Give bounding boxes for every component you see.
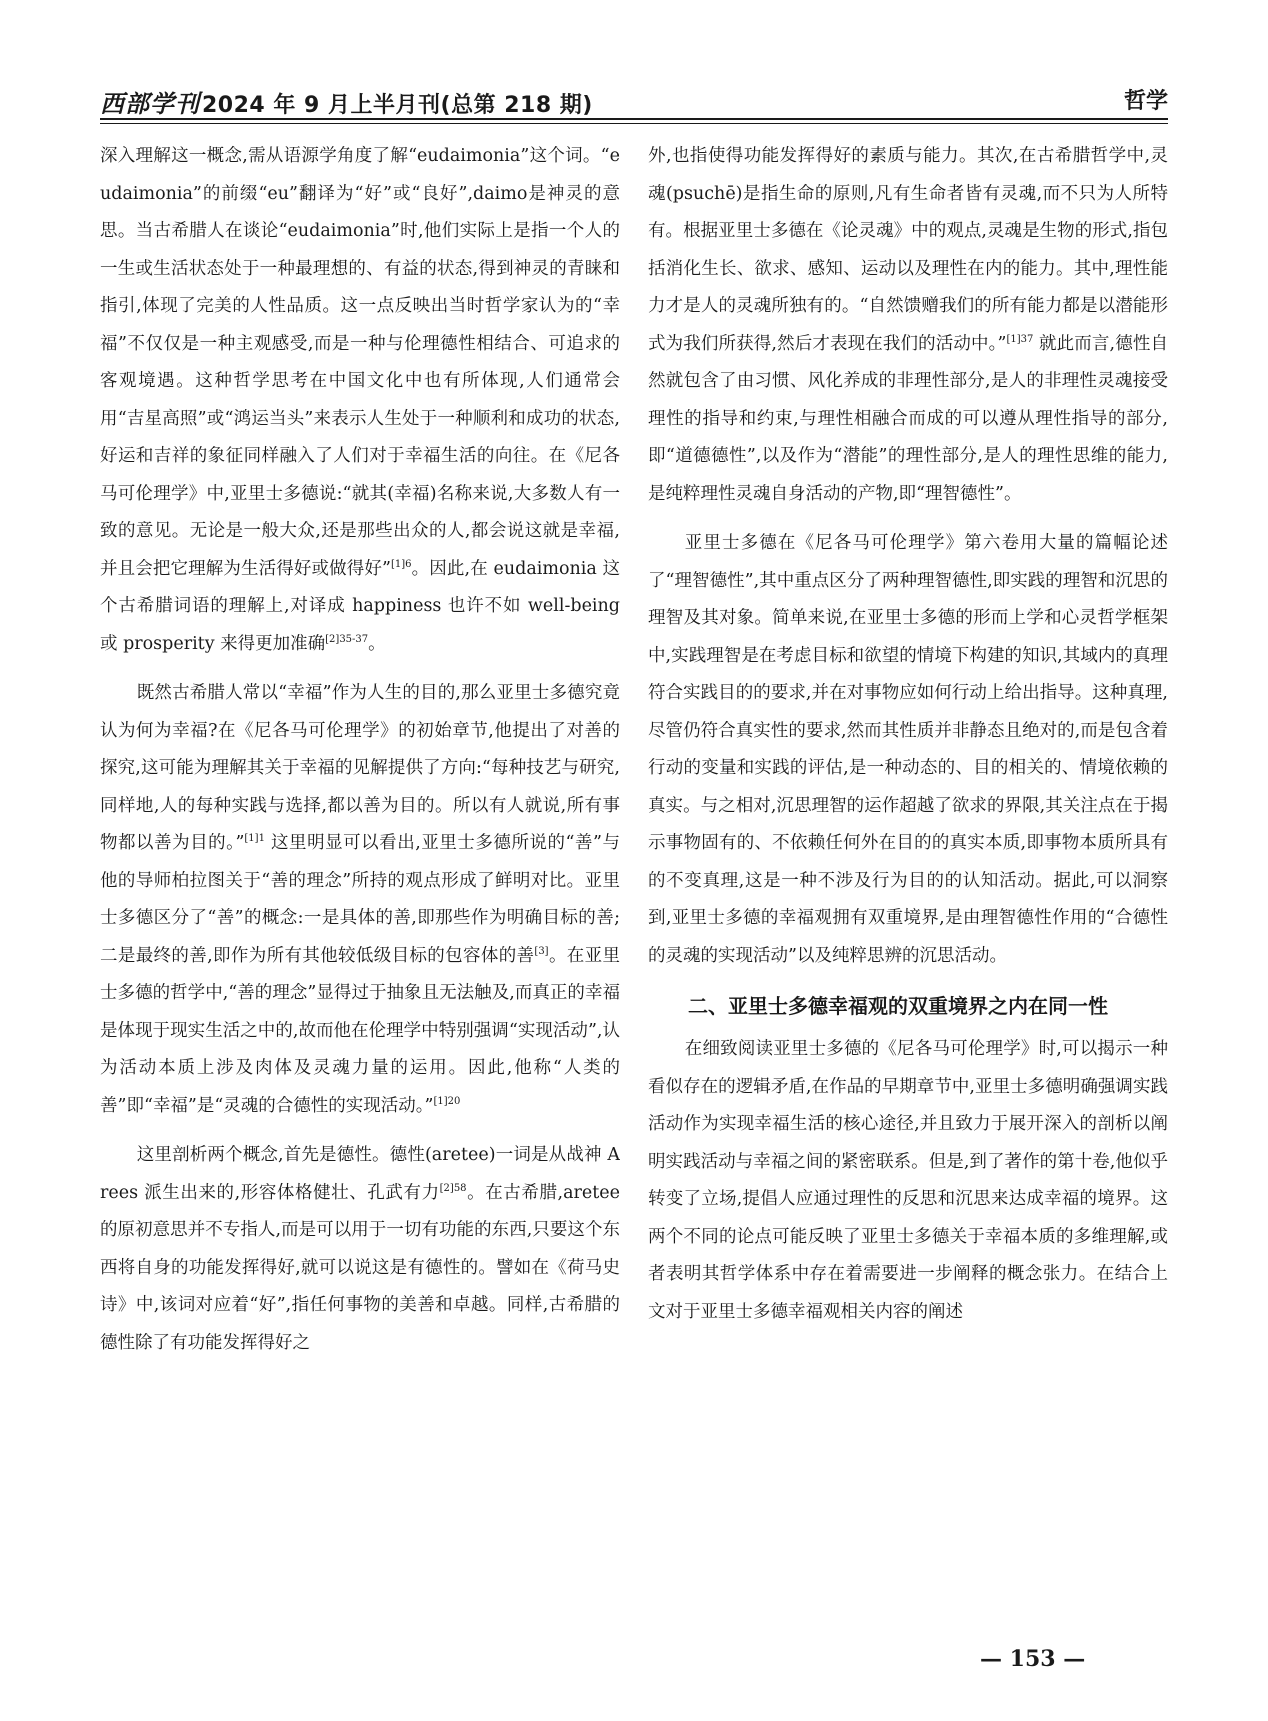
paragraph: 在细致阅读亚里士多德的《尼各马可伦理学》时,可以揭示一种看似存在的逻辑矛盾,在作品的早期章节中,亚里士多德明确强调实践活动作为实现幸福生活的核心途径,并且致力于展开深入的剖析以阐明实践活动与幸福之间的紧密联系。但是,到了著作的第十卷,他似乎转变了立场,提倡人应通过理性的反思和沉思来达成幸福的境界。这两个不同的论点可能反映了亚里士多德关于幸福本质的多维理解,或者表明其哲学体系中存在着需要进一步阐释的概念张力。在结合上文对于亚里士多德幸福观相关内容的阐述: [648, 1039, 1168, 1322]
paragraph: 外,也指使得功能发挥得好的素质与能力。其次,在古希腊哲学中,灵魂(psuchē)是指生命的原则,凡有生命者皆有灵魂,而不只为人所特有。根据亚里士多德在《论灵魂》中的观点,灵魂是生物的形式,指包括消化生长、欲求、感知、运动以及理性在内的能力。其中,理性能力才是人的灵魂所独有的。“自然馈赠我们的所有能力都是以潜能形式为我们所获得,然后才表现在我们的活动中。”$^{[1]37}$ 就此而言,德性自然就包含了由习惯、风化养成的非理性部分,是人的非理性灵魂接受理性的指导和约束,与理性相融合而成的可以遵从理性指导的部分,即“道德德性”,以及作为“潜能”的理性部分,是人的理性思维的能力,是纯粹理性灵魂自身活动的产物,即“理智德性”。: [648, 146, 1168, 504]
journal-issue-line: [100, 84, 593, 119]
citation: [2]58: [439, 1182, 467, 1194]
left-column: [100, 138, 620, 1638]
page-number: — 153 —: [980, 1646, 1086, 1672]
citation: [2]35-37: [325, 633, 369, 645]
journal-logo: 西部学刊: [100, 89, 200, 118]
section-name: 哲学: [1123, 89, 1168, 114]
header-rule-thick: [100, 118, 1168, 120]
right-column: [648, 138, 1168, 1638]
paragraph: 亚里士多德在《尼各马可伦理学》第六卷用大量的篇幅论述了“理智德性”,其中重点区分了两种理智德性,即实践的理智和沉思的理智及其对象。简单来说,在亚里士多德的形而上学和心灵哲学框架中,实践理智是在考虑目标和欲望的情境下构建的知识,其域内的真理符合实践目的的要求,并在对事物应如何行动上给出指导。这种真理,尽管仍符合真实性的要求,然而其性质并非静态且绝对的,而是包含着行动的变量和实践的评估,是一种动态的、目的相关的、情境依赖的真实。与之相对,沉思理智的运作超越了欲求的界限,其关注点在于揭示事物固有的、不依赖任何外在目的的真实本质,即事物本质所具有的不变真理,这是一种不涉及行为目的的认知活动。据此,可以洞察到,亚里士多德的幸福观拥有双重境界,是由理智德性作用的“合德性的灵魂的实现活动”以及纯粹思辨的沉思活动。: [648, 533, 1168, 966]
citation: [1]37: [1006, 333, 1034, 345]
citation: [1]1: [244, 833, 265, 845]
issue-label: 2024 年 9 月上半月刊(总第 218 期): [202, 93, 593, 118]
running-header: [100, 84, 1168, 120]
paragraph: 既然古希腊人常以“幸福”作为人生的目的,那么亚里士多德究竟认为何为幸福?在《尼各马可伦理学》的初始章节,他提出了对善的探究,这可能为理解其关于幸福的见解提供了方向:“每种技艺与研究,同样地,人的每种实践与选择,都以善为目的。所以有人就说,所有事物都以善为目的。”$^{[1]1}$ 这里明显可以看出,亚里士多德所说的“善”与他的导师柏拉图关于“善的理念”所持的观点形成了鲜明对比。亚里士多德区分了“善”的概念:一是具体的善,即那些作为明确目标的善;二是最终的善,即作为所有其他较低级目标的包容体的善[3]。在亚里士多德的哲学中,“善的理念”显得过于抽象且无法触及,而真正的幸福是体现于现实生活之中的,故而他在伦理学中特别强调“实现活动”,认为活动本质上涉及肉体及灵魂力量的运用。因此,他称“人类的善”即“幸福”是“灵魂的合德性的实现活动。”$^{[1]20}$: [100, 683, 620, 1116]
citation: [1]20: [433, 1095, 461, 1107]
paragraph: 深入理解这一概念,需从语源学角度了解“eudaimonia”这个词。“eudaimonia”的前缀“eu”翻译为“好”或“良好”,daimo是神灵的意思。当古希腊人在谈论“eudaimonia”时,他们实际上是指一个人的一生或生活状态处于一种最理想的、有益的状态,得到神灵的青睐和指引,体现了完美的人性品质。这一点反映出当时哲学家认为的“幸福”不仅仅是一种主观感受,而是一种与伦理德性相结合、可追求的客观境遇。这种哲学思考在中国文化中也有所体现,人们通常会用“吉星高照”或“鸿运当头”来表示人生处于一种顺利和成功的状态,好运和吉祥的象征同样融入了人们对于幸福生活的向往。在《尼各马可伦理学》中,亚里士多德说:“就其(幸福)名称来说,大多数人有一致的意见。无论是一般大众,还是那些出众的人,都会说这就是幸福,并且会把它理解为生活得好或做得好”$^{[1]6}$。因此,在 eudaimonia 这个古希腊词语的理解上,对译成 happiness 也许不如 well-being 或 prosperity 来得更加准确$^{[2]35-37}$。: [100, 146, 620, 654]
citation: [1]6: [390, 558, 412, 570]
paragraph: 这里剖析两个概念,首先是德性。德性(aretee)一词是从战神 Arees 派生出来的,形容体格健壮、孔武有力$^{[2]58}$。在古希腊,aretee 的原初意思并不专指人,而是可以用于一切有功能的东西,只要这个东西将自身的功能发挥得好,就可以说这是有德性的。譬如在《荷马史诗》中,该词对应着“好”,指任何事物的美善和卓越。同样,古希腊的德性除了有功能发挥得好之: [100, 1145, 620, 1353]
header-rule-thin: [100, 123, 1168, 124]
section-heading: 二、亚里士多德幸福观的双重境界之内在同一性: [688, 994, 1108, 1018]
citation: [3]: [534, 945, 549, 957]
